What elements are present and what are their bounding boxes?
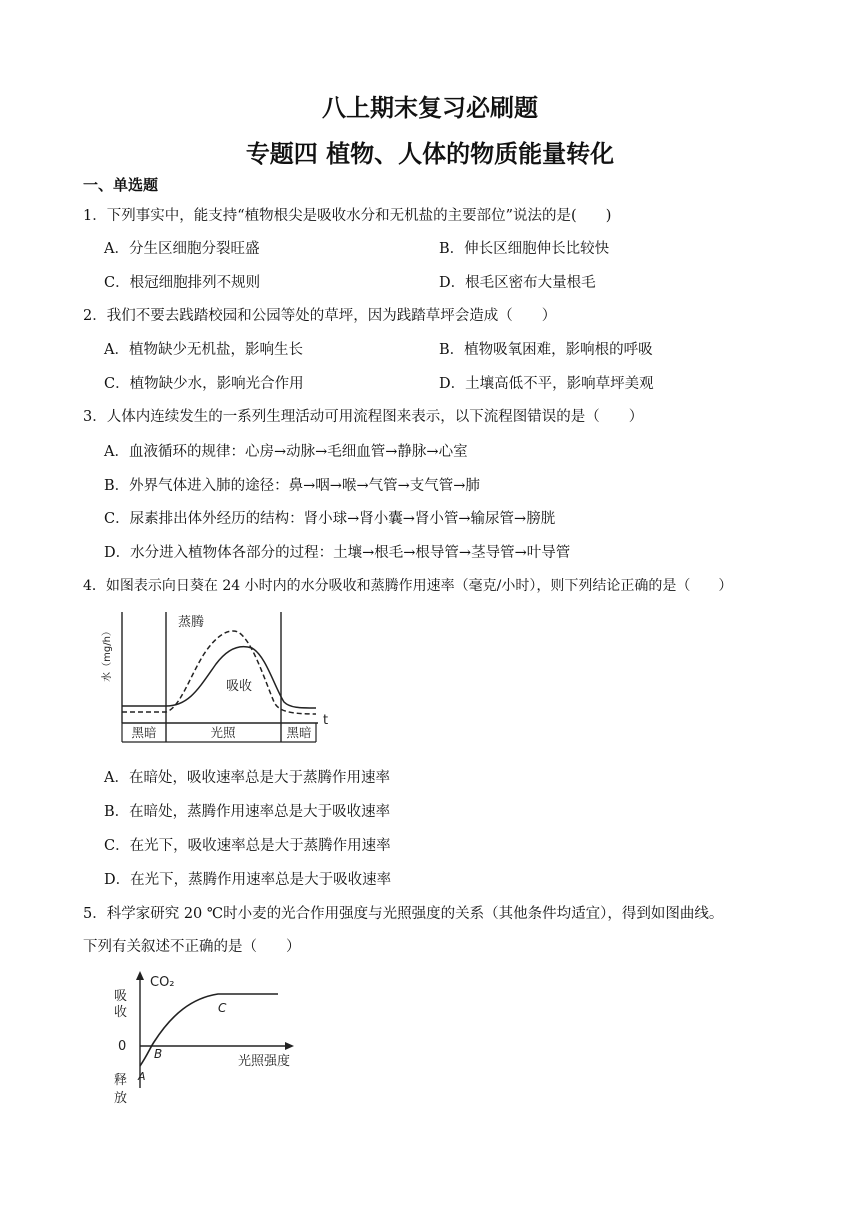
question-1-option-d: D．根毛区密布大量根毛 [439,275,596,291]
absorption-label: 吸收 [226,679,253,694]
question-3-option-c: C．尿素排出体外经历的结构：肾小球→肾小囊→肾小管→输尿管→膀胱 [104,511,556,527]
question-5-figure [110,968,310,1118]
y-top-label-2: 收 [114,1005,128,1020]
question-4-y-axis-label: 水（mg/h） [102,626,113,682]
question-1-stem: 1．下列事实中，能支持“植物根尖是吸收水分和无机盐的主要部位”说法的是( ) [83,208,612,224]
question-4-figure [104,606,344,746]
question-5-stem-line-1: 5．科学家研究 20 ℃时小麦的光合作用强度与光照强度的关系（其他条件均适宜），得到如图曲线。 [83,906,724,922]
question-5-x-axis-label: 光照强度 [238,1054,291,1069]
question-2-option-b: B．植物吸氧困难，影响根的呼吸 [439,342,653,358]
question-3-option-a: A．血液循环的规律：心房→动脉→毛细血管→静脉→心室 [104,444,468,460]
period-dark-1: 黑暗 [131,725,157,740]
question-2-option-c: C．植物缺少水，影响光合作用 [104,376,304,392]
question-5-y-axis-label: CO₂ [150,975,175,990]
question-2-stem: 2．我们不要去践踏校园和公园等处的草坪，因为践踏草坪会造成（ ） [83,308,557,324]
question-4-option-c: C．在光下，吸收速率总是大于蒸腾作用速率 [104,838,391,854]
question-3-option-d: D．水分进入植物体各部分的过程：土壤→根毛→根导管→茎导管→叶导管 [104,545,571,561]
period-light: 光照 [210,725,236,740]
question-1-option-c: C．根冠细胞排列不规则 [104,275,261,291]
page-subtitle: 专题四 植物、人体的物质能量转化 [245,140,615,168]
y-top-label-1: 吸 [114,989,128,1004]
question-4-option-b: B．在暗处，蒸腾作用速率总是大于吸收速率 [104,804,391,820]
question-4-option-d: D．在光下，蒸腾作用速率总是大于吸收速率 [104,872,392,888]
period-dark-2: 黑暗 [286,725,312,740]
question-3-stem: 3．人体内连续发生的一系列生理活动可用流程图来表示，以下流程图错误的是（ ） [83,409,644,425]
section-heading: 一、单选题 [83,176,159,194]
question-3-option-b: B．外界气体进入肺的途径：鼻→咽→喉→气管→支气管→肺 [104,478,480,494]
question-1-option-b: B．伸长区细胞伸长比较快 [439,241,610,257]
question-5-stem-line-2: 下列有关叙述不正确的是（ ） [83,939,301,955]
zero-label: 0 [118,1039,127,1054]
y-bottom-label-1: 释 [114,1073,128,1088]
question-2-option-d: D．土壤高低不平，影响草坪美观 [439,376,654,392]
question-4-x-axis-label: t [323,713,329,728]
page-title: 八上期末复习必刷题 [322,94,538,122]
point-b-label: B [154,1047,163,1061]
absorption-curve [122,647,316,708]
question-2-option-a: A．植物缺少无机盐，影响生长 [104,342,303,358]
transpiration-curve [122,631,316,714]
transpiration-label: 蒸腾 [178,615,205,630]
point-c-label: C [218,1001,227,1015]
question-1-option-a: A．分生区细胞分裂旺盛 [104,241,260,257]
question-4-option-a: A．在暗处，吸收速率总是大于蒸腾作用速率 [104,770,390,786]
point-a-label: A [138,1070,146,1083]
question-4-stem: 4．如图表示向日葵在 24 小时内的水分吸收和蒸腾作用速率（毫克/小时），则下列结论正确的是（ ） [83,578,733,594]
y-bottom-label-2: 放 [114,1091,128,1106]
